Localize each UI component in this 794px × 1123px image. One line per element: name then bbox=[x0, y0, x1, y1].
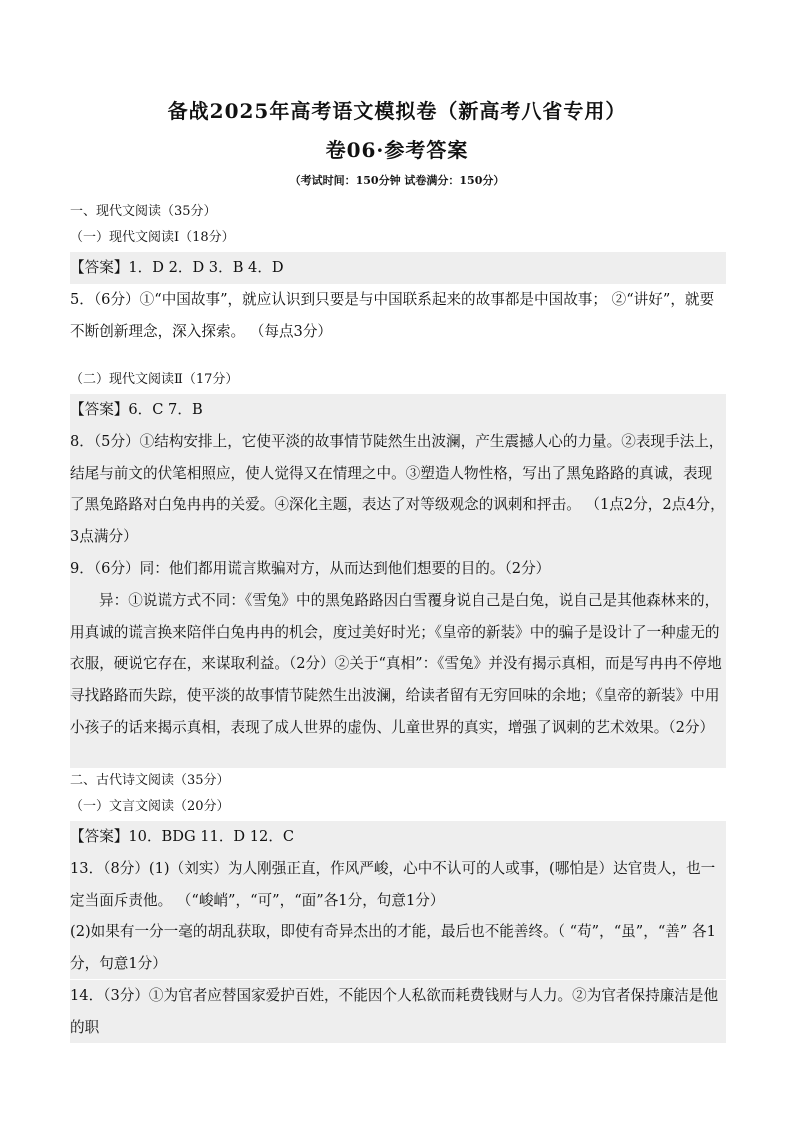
question-13-part1: 13．（8分）(1)（刘实）为人刚强正直，作风严峻，心中不认可的人或事，(哪怕是）达官贵人，也一定当面斥责他。 （“峻峭”，“可”，“面”各1分，句意1分） bbox=[70, 853, 726, 916]
question-14-answer: 14．（3分）①为官者应替国家爱护百姓，不能因个人私欲而耗费钱财与人力。②为官者保持廉洁是他的职 bbox=[70, 980, 726, 1043]
section1-part1-heading: （一）现代文阅读Ⅰ（18分） bbox=[70, 230, 235, 245]
question-9-diff: 异：①说谎方式不同：《雪兔》中的黑兔路路因白雪覆身说自己是白兔，说自己是其他森林来的，用真诚的谎言换来陪伴白兔冉冉的机会，度过美好时光；《皇帝的新装》中的骗子是设计了一种虚无的衣服，硬说它存在，来谋取利益。（2分）②关于“真相”：《雪兔》并没有揭示真相，而是写冉冉不停地寻找路路而失踪，使平淡的故事情节陡然生出波澜，给读者留有无穷回味的余地；《皇帝的新装》中用小孩子的话来揭示真相，表现了成人世界的虚伪、儿童世界的真实，增强了讽刺的艺术效果。（2分） bbox=[70, 585, 726, 768]
question-13-part2: (2)如果有一分一毫的胡乱获取，即使有奇异杰出的才能，最后也不能善终。（ “苟”，“虽”，“善” 各1分，句意1分） bbox=[70, 916, 726, 979]
section2-part1-heading: （一）文言文阅读（20分） bbox=[70, 799, 230, 814]
section1-part2-heading: （二）现代文阅读Ⅱ（17分） bbox=[70, 372, 239, 387]
question-5-answer: 5．（6分）①“中国故事”，就应认识到只要是与中国联系起来的故事都是中国故事； ②“讲好”，就要不断创新理念，深入探索。 （每点3分） bbox=[70, 291, 715, 340]
document-subtitle: 卷06·参考答案 bbox=[325, 138, 469, 162]
section1-part1-answers: 【答案】1．D 2．D 3．B 4．D bbox=[70, 252, 726, 284]
document-title: 备战2025年高考语文模拟卷（新高考八省专用） bbox=[167, 99, 627, 123]
section1-heading: 一、现代文阅读（35分） bbox=[70, 204, 217, 219]
question-8-answer: 8．（5分）①结构安排上，它使平淡的故事情节陡然生出波澜，产生震撼人心的力量。②表现手法上，结尾与前文的伏笔相照应，使人觉得又在情理之中。③塑造人物性格，写出了黑兔路路的真诚，表现了黑兔路路对白兔冉冉的关爱。④深化主题，表达了对等级观念的讽刺和抨击。 （1点2分，2点4分，3点满分） bbox=[70, 426, 726, 553]
exam-info: （考试时间：150分钟 试卷满分：150分） bbox=[289, 174, 505, 187]
question-9-same: 9．（6分）同：他们都用谎言欺骗对方，从而达到他们想要的目的。（2分） bbox=[70, 553, 726, 585]
section1-part2-answers: 【答案】6．C 7．B bbox=[70, 394, 726, 426]
section2-heading: 二、古代诗文阅读（35分） bbox=[70, 773, 230, 788]
section2-part1-answers: 【答案】10．BDG 11．D 12．C bbox=[70, 821, 726, 853]
